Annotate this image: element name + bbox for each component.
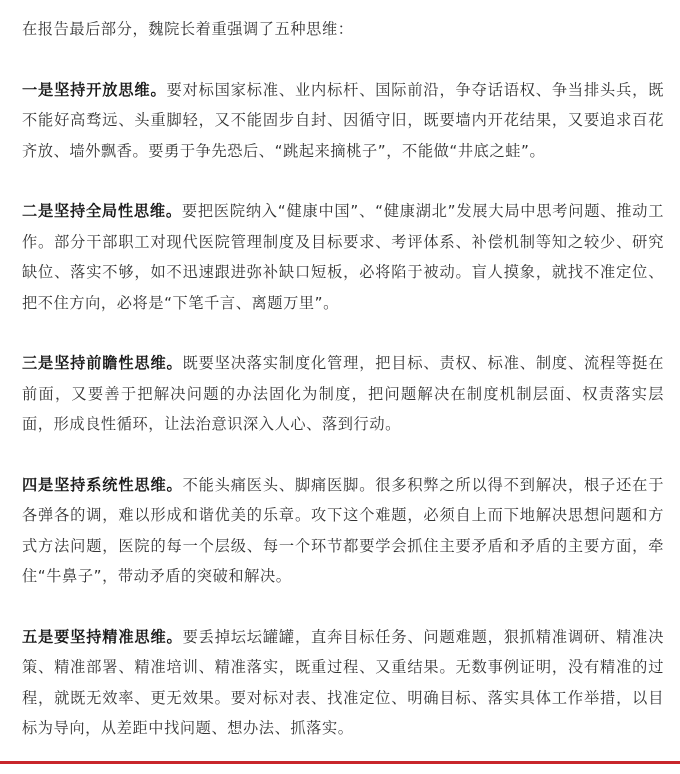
section-systems-thinking — [22, 470, 664, 592]
section-holistic-thinking — [22, 196, 664, 318]
section-lead: 三是坚持前瞻性思维。 — [22, 354, 183, 372]
article — [22, 14, 664, 774]
section-body: 既要坚决落实制度化管理，把目标、责权、标准、制度、流程等挺在前面，又要善于把解决问题的办法固化为制度，把问题解决在制度机制层面、权责落实层面，形成良性循环，让法治意识深入人心、落到行动。 — [22, 354, 665, 433]
section-body: 要丢掉坛坛罐罐，直奔目标任务、问题难题，狠抓精准调研、精准决策、精准部署、精准培训、精准落实，既重过程、又重结果。无数事例证明，没有精准的过程，就既无效率、更无效果。要对标对表、找准定位、明确目标、落实具体工作举措，以目标为导向，从差距中找问题、想办法、抓落实。 — [22, 627, 665, 737]
section-lead: 二是坚持全局性思维。 — [22, 202, 182, 220]
section-body: 要把医院纳入“健康中国”、“健康湖北”发展大局中思考问题、推动工作。部分干部职工对现代医院管理制度及目标要求、考评体系、补偿机制等知之较少、研究缺位、落实不够，如不迅速跟进弥补缺口短板，必将陷于被动。盲人摸象，就找不准定位、把不住方向，必将是“下笔千言、离题万里”。 — [22, 202, 664, 312]
intro-paragraph: 在报告最后部分，魏院长着重强调了五种思维： — [22, 20, 354, 38]
section-precision-thinking — [22, 622, 664, 744]
section-forward-thinking — [22, 348, 664, 440]
section-body: 要对标国家标准、业内标杆、国际前沿，争夺话语权、争当排头兵，既不能好高骛远、头重脚轻，又不能固步自封、因循守旧，既要墙内开花结果，又要追求百花齐放、墙外飘香。要勇于争先恐后、“跳起来摘桃子”，不能做“井底之蛙”。 — [22, 80, 664, 160]
section-lead: 五是要坚持精准思维。 — [22, 627, 183, 646]
section-open-thinking — [22, 75, 664, 167]
section-body: 不能头痛医头、脚痛医脚。很多积弊之所以得不到解决，根子还在于各弹各的调，难以形成和谐优美的乐章。攻下这个难题，必须自上而下地解决思想问题和方式方法问题，医院的每一个层级、每一个环节都要学会抓住主要矛盾和矛盾的主要方面，牵住“牛鼻子”，带动矛盾的突破和解决。 — [22, 475, 665, 585]
section-lead: 四是坚持系统性思维。 — [22, 475, 183, 494]
section-lead: 一是坚持开放思维。 — [22, 80, 167, 99]
